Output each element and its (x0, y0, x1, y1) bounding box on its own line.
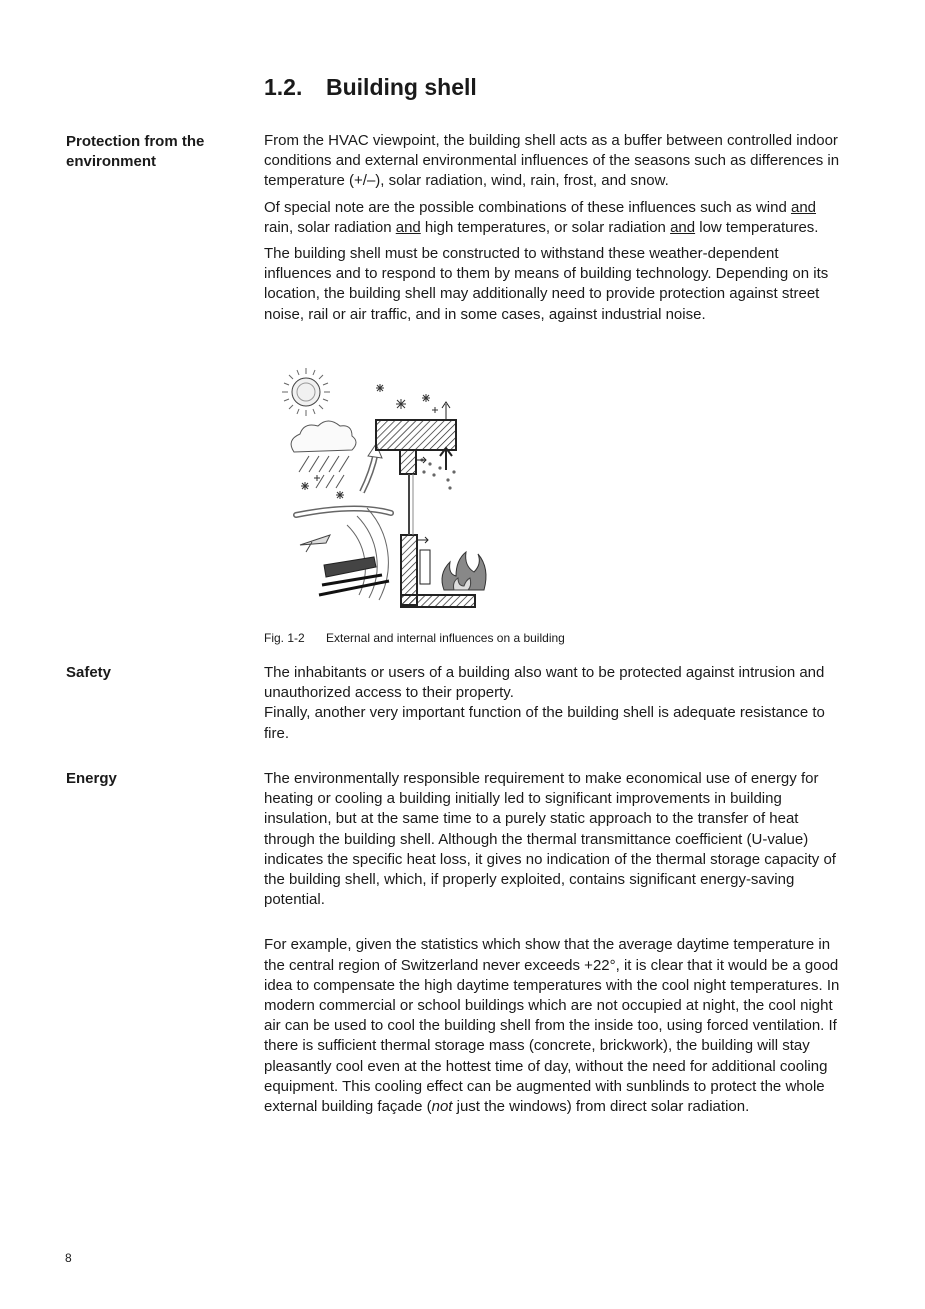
protection-paragraph-3: The building shell must be constructed to withstand these weather-dependent influences and to respond to them by means of building technology. Depending on its location, the building shell may additionally need to provide protection against street noise, rail or air traffic, and in some cases, against industrial noise. (264, 245, 829, 323)
cloud-icon (291, 421, 356, 452)
side-label-energy: Energy (66, 770, 117, 787)
protection-paragraph-1: From the HVAC viewpoint, the building shell acts as a buffer between controlled indoor conditions and external environmental influences of the seasons such as differences in temperature (+/–), solar radiation, wind, rain, frost, and snow. (264, 132, 840, 190)
protection-paragraph-2: Of special note are the possible combinations of these influences such as wind and rain, solar radiation and high temperatures, or solar radiation and low temperatures. (264, 198, 819, 236)
safety-paragraph-1: The inhabitants or users of a building also want to be protected against intrusion and unauthorized access to their property. (264, 664, 825, 702)
figure-caption (264, 631, 565, 645)
figure-number: Fig. 1-2 (264, 631, 305, 645)
section-title: Building shell (326, 74, 477, 100)
airplane-icon (300, 535, 330, 552)
sun-icon (282, 368, 330, 416)
radiator-icon (420, 550, 430, 584)
raindrop-icon (420, 458, 455, 489)
energy-paragraph-1: The environmentally responsible requirement to make economical use of energy for heating or cooling a building initially led to significant improvements in building insulation, but at the same time to a purely static approach to the transfer of heat through the building shell. Although the thermal transmittance coefficient (U-value) indicates the specific heat loss, it gives no indication of the thermal storage capacity of the building shell, which, if properly exploited, contains significant energy-saving potential. (264, 770, 836, 909)
fire-icon (442, 552, 486, 590)
section-heading (264, 74, 477, 101)
side-label-protection: Protection from the environment (66, 133, 205, 170)
train-icon (324, 557, 376, 577)
energy-text (264, 769, 842, 1117)
arrow-up-icon (440, 448, 452, 470)
side-label-safety: Safety (66, 664, 112, 681)
energy-paragraph-2: For example, given the statistics which show that the average daytime temperature in the central region of Switzerland never exceeds +22°, it is clear that it would be a good idea to compensate the high daytime temperatures with the cool night temperatures. In modern commercial or school buildings which are not occupied at night, the cool night air can be used to cool the building shell from the inside too, using forced ventilation. If there is sufficient thermal storage mass (concrete, brickwork), the building will stay pleasantly cool even at the hottest time of day, without the need for additional cooling equipment. This cooling effect can be augmented with sunblinds to protect the whole external building façade (not just the windows) from direct solar radiation. (264, 936, 840, 1116)
safety-paragraph-2: Finally, another very important function of the building shell is adequate resistance to fire. (264, 704, 825, 742)
arrow-up-icon (442, 402, 450, 420)
page-number: 8 (65, 1251, 72, 1265)
figure-caption-text: External and internal influences on a building (326, 631, 565, 645)
rain-icon (299, 456, 349, 488)
section-number: 1.2. (264, 74, 303, 100)
protection-text (264, 131, 842, 331)
building-influences-illustration (264, 360, 514, 615)
safety-text (264, 663, 842, 744)
